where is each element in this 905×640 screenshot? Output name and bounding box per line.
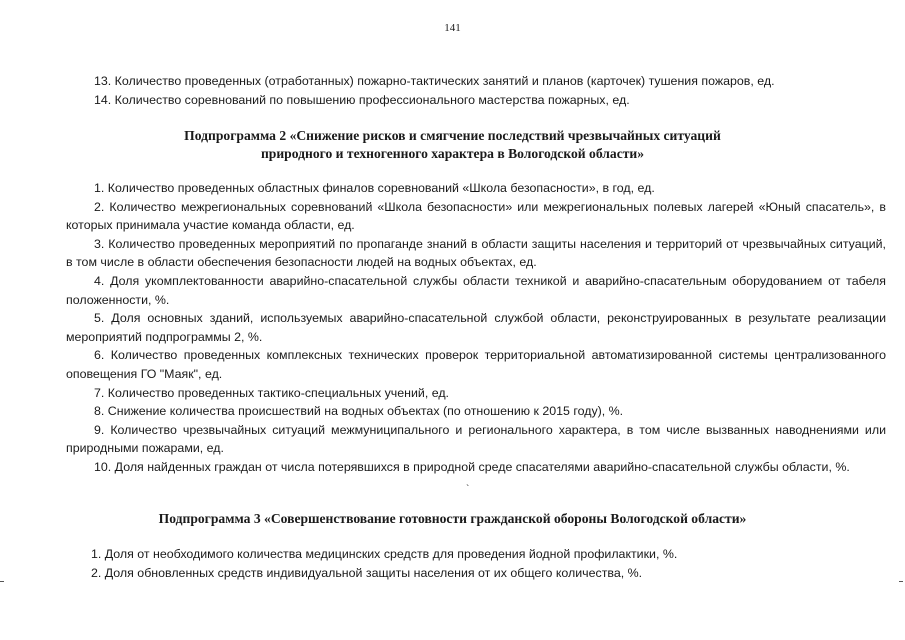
list-item: 9. Количество чрезвычайных ситуаций межмуниципального и регионального характера, в том числе вызванных наводнениями или природными пожарами, ед.	[66, 422, 886, 456]
list-item: 8. Снижение количества происшествий на водных объектах (по отношению к 2015 году), %.	[94, 404, 624, 419]
list-item: 1. Количество проведенных областных финалов соревнований «Школа безопасности», в год, ед.	[94, 181, 655, 195]
list-item: 4. Доля укомплектованности аварийно-спасательной службы области техникой и аварийно-спасательным оборудованием от табеля положенности, %.	[66, 273, 886, 307]
subprogram-2-list	[66, 179, 886, 477]
list-item: 6. Количество проведенных комплексных технических проверок территориальной автоматизированной системы централизованного оповещения ГО "Маяк", ед.	[66, 348, 886, 381]
list-item: 1. Доля от необходимого количества медицинских средств для проведения йодной профилактики, %.	[91, 547, 678, 561]
section-heading-subprogram-2	[0, 127, 905, 163]
list-item: 3. Количество проведенных мероприятий по пропаганде знаний в области защиты населения и территорий от чрезвычайных ситуаций, в том числе в области обеспечения безопасности людей на водных объектах, ед.	[66, 236, 886, 270]
list-item: 2. Доля обновленных средств индивидуальной защиты населения от их общего количества, %.	[91, 565, 643, 580]
list-item: 10. Доля найденных граждан от числа потерявшихся в природной среде спасателями аварийно-спасательной службы области, %.	[94, 459, 850, 474]
list-item: 5. Доля основных зданий, используемых аварийно-спасательной службой области, реконструированных в результате реализации мероприятий подпрограммы 2, %.	[66, 311, 886, 344]
intro-list	[94, 72, 884, 109]
list-item: 2. Количество межрегиональных соревнований «Школа безопасности» или межрегиональных полевых лагерей «Юный спасатель», в которых принимала участие команда области, ед.	[66, 199, 886, 233]
heading-line: Подпрограмма 3 «Совершенствование готовности гражданской обороны Вологодской области»	[158, 511, 747, 526]
scan-edge-mark	[0, 581, 4, 582]
list-item: 7. Количество проведенных тактико-специальных учений, ед.	[94, 385, 450, 400]
heading-line: Подпрограмма 2 «Снижение рисков и смягчение последствий чрезвычайных ситуаций	[184, 128, 721, 143]
subprogram-3-list	[91, 545, 881, 582]
page-number: 141	[444, 22, 461, 34]
section-heading-subprogram-3	[0, 510, 905, 528]
list-item: 13. Количество проведенных (отработанных) пожарно-тактических занятий и планов (карточек) тушения пожаров, ед.	[94, 74, 775, 88]
heading-line: природного и техногенного характера в Вологодской области»	[260, 146, 645, 161]
scan-edge-mark	[899, 581, 903, 582]
scan-speck: `	[466, 484, 470, 495]
list-item: 14. Количество соревнований по повышению профессионального мастерства пожарных, ед.	[94, 92, 630, 107]
